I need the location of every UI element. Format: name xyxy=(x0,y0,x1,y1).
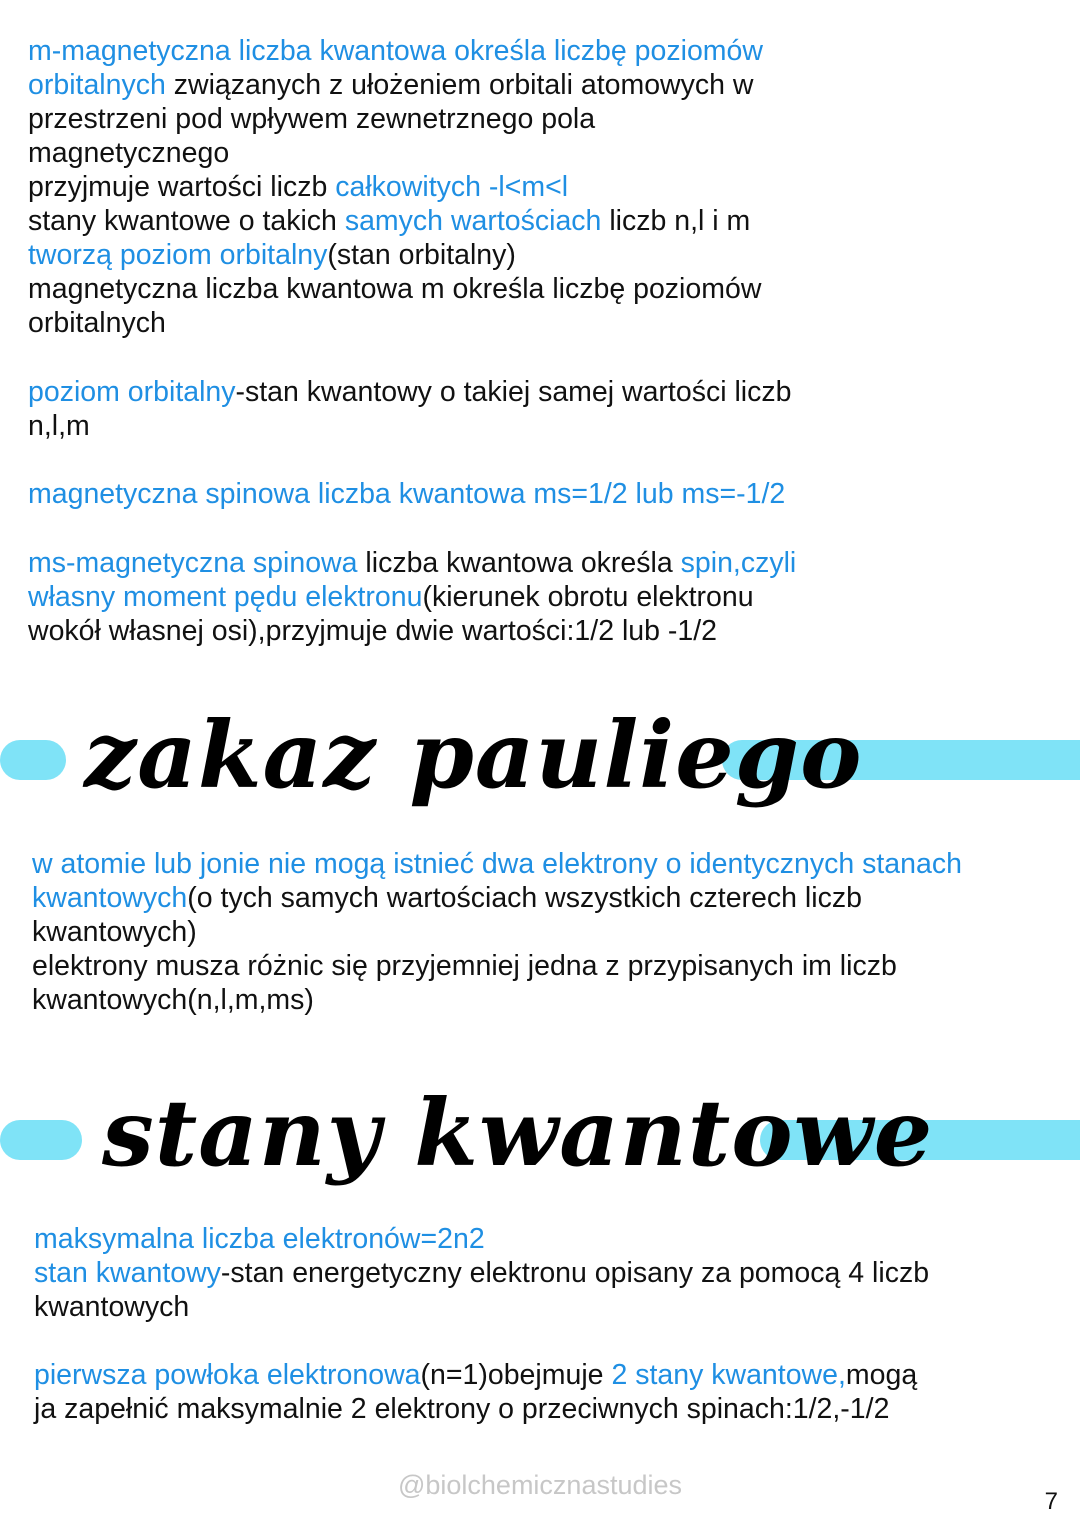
text-line xyxy=(32,881,962,915)
text-line xyxy=(32,949,962,983)
text-line xyxy=(28,580,796,614)
paragraph-spin-quantum-number-values xyxy=(28,477,785,511)
text-segment: -stan kwantowy o takiej samej wartości liczb xyxy=(235,376,792,408)
page-number: 7 xyxy=(1044,1488,1058,1515)
text-segment: wokół własnej osi),przyjmuje dwie wartości:1/2 lub -1/2 xyxy=(28,615,718,647)
text-line xyxy=(32,915,962,949)
text-line xyxy=(34,1222,929,1256)
text-line xyxy=(28,477,785,511)
text-segment: mogą xyxy=(845,1359,918,1391)
text-segment: (stan orbitalny) xyxy=(327,239,516,271)
text-line xyxy=(32,847,962,881)
paragraph-orbital-level xyxy=(28,375,791,443)
text-segment: (o tych samych wartościach wszystkich czterech liczb xyxy=(187,882,862,914)
paragraph-magnetic-quantum-number xyxy=(28,34,763,340)
text-segment: spin,czyli xyxy=(680,547,797,579)
text-segment: tworzą poziom orbitalny xyxy=(28,239,328,271)
text-segment: stan kwantowy xyxy=(34,1257,221,1289)
text-segment: magnetyczna liczba kwantowa m określa liczbę poziomów xyxy=(28,273,762,305)
watermark: @biolchemicznastudies xyxy=(397,1470,683,1500)
text-line xyxy=(28,409,791,443)
text-segment: kwantowych) xyxy=(32,916,197,948)
text-segment: maksymalna liczba elektronów=2n2 xyxy=(34,1223,485,1255)
text-segment: m-magnetyczna liczba kwantowa określa liczbę poziomów xyxy=(28,35,763,67)
text-segment: kwantowych(n,l,m,ms) xyxy=(32,984,314,1016)
text-line xyxy=(28,614,796,648)
text-segment: (n=1)obejmuje xyxy=(420,1359,612,1391)
paragraph-first-shell xyxy=(34,1358,917,1426)
text-line xyxy=(28,306,763,340)
text-segment: przestrzeni pod wpływem zewnetrznego pola xyxy=(28,103,596,135)
text-line xyxy=(28,68,763,102)
heading-quantum-states: stany kwantowe xyxy=(102,1079,934,1187)
text-segment: własny moment pędu elektronu xyxy=(28,581,423,613)
text-line xyxy=(34,1358,917,1392)
text-segment: poziom orbitalny xyxy=(28,376,236,408)
paragraph-max-electrons xyxy=(34,1222,929,1324)
text-segment: liczb n,l i m xyxy=(601,205,751,237)
text-line xyxy=(32,983,962,1017)
text-segment: ms-magnetyczna spinowa xyxy=(28,547,358,579)
text-segment: liczba kwantowa określa xyxy=(357,547,681,579)
text-segment: elektrony musza różnic się przyjemniej jedna z przypisanych im liczb xyxy=(32,950,897,982)
text-segment: (kierunek obrotu elektronu xyxy=(422,581,754,613)
text-segment: całkowitych -l<m<l xyxy=(335,171,569,203)
text-segment: kwantowych xyxy=(34,1291,190,1323)
text-line xyxy=(28,34,763,68)
text-line xyxy=(28,272,763,306)
text-segment: pierwsza powłoka elektronowa xyxy=(34,1359,421,1391)
text-segment: magnetycznego xyxy=(28,137,230,169)
text-segment: przyjmuje wartości liczb xyxy=(28,171,336,203)
text-segment: w atomie lub jonie nie mogą istnieć dwa elektrony o identycznych stanach xyxy=(32,848,962,880)
text-line xyxy=(34,1392,917,1426)
heading-bar-left-1 xyxy=(0,740,66,780)
text-line xyxy=(28,102,763,136)
text-segment: stany kwantowe o takich xyxy=(28,205,345,237)
text-line xyxy=(34,1256,929,1290)
text-line xyxy=(28,546,796,580)
text-segment: związanych z ułożeniem orbitali atomowych w xyxy=(165,69,754,101)
paragraph-spin-definition xyxy=(28,546,796,648)
text-segment: 2 stany kwantowe, xyxy=(611,1359,846,1391)
text-segment: orbitalnych xyxy=(28,69,166,101)
heading-bar-left-2 xyxy=(0,1120,82,1160)
text-segment: samych wartościach xyxy=(344,205,602,237)
text-segment: kwantowych xyxy=(32,882,188,914)
text-segment: n,l,m xyxy=(28,410,90,442)
heading-pauli-exclusion: zakaz pauliego xyxy=(84,701,863,809)
paragraph-pauli-principle xyxy=(32,847,962,1017)
text-segment: orbitalnych xyxy=(28,307,166,339)
text-line xyxy=(34,1290,929,1324)
text-line xyxy=(28,375,791,409)
text-line xyxy=(28,170,763,204)
text-segment: magnetyczna spinowa liczba kwantowa ms=1/2 lub ms=-1/2 xyxy=(28,478,786,510)
text-line xyxy=(28,238,763,272)
text-segment: ja zapełnić maksymalnie 2 elektrony o przeciwnych spinach:1/2,-1/2 xyxy=(34,1393,890,1425)
text-segment: -stan energetyczny elektronu opisany za pomocą 4 liczb xyxy=(220,1257,930,1289)
text-line xyxy=(28,204,763,238)
text-line xyxy=(28,136,763,170)
